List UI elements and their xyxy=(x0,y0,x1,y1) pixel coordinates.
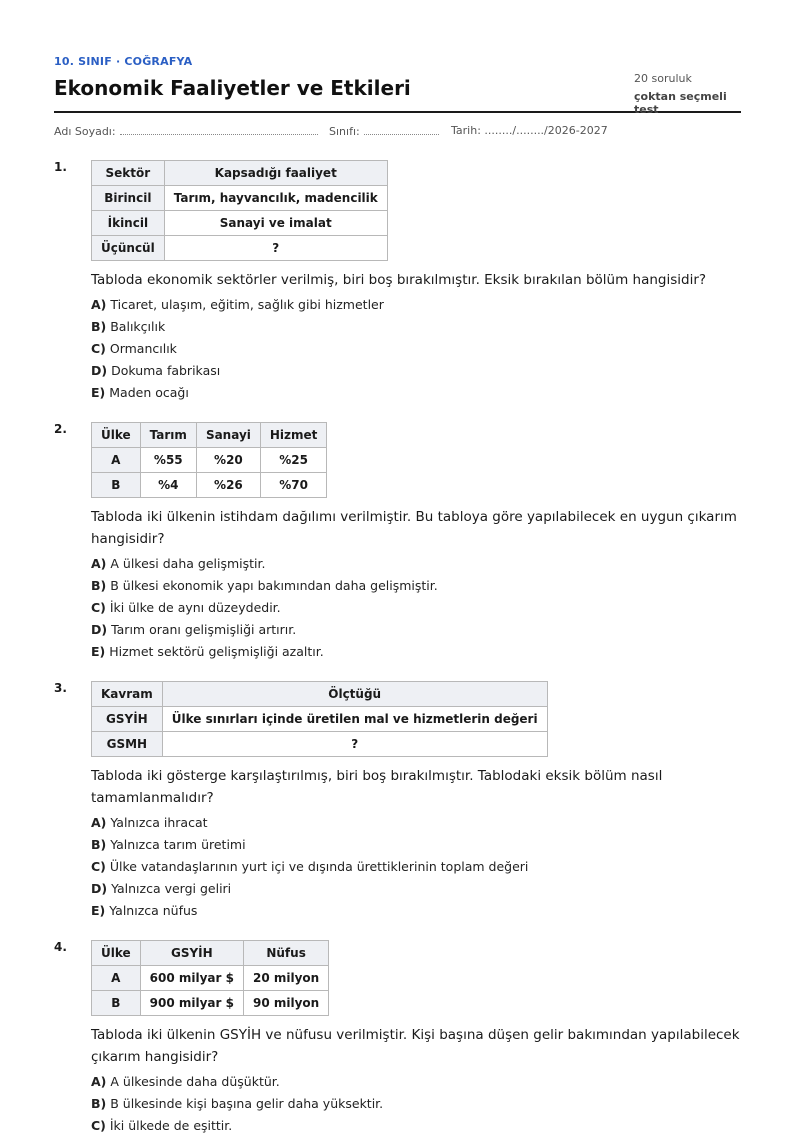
table-row xyxy=(92,186,388,211)
answer-option-c[interactable] xyxy=(91,1115,741,1137)
option-text: Yalnızca ihracat xyxy=(110,815,208,830)
option-text: Maden ocağı xyxy=(109,385,189,400)
option-text: B ülkesinde kişi başına gelir daha yüksektir. xyxy=(110,1096,384,1111)
table-cell: GSYİH xyxy=(92,707,163,732)
table-header-cell: Ülke xyxy=(92,941,141,966)
question-number: 4. xyxy=(54,940,67,954)
question-table xyxy=(91,160,388,261)
option-letter: E) xyxy=(91,644,106,659)
table-cell: A xyxy=(92,966,141,991)
table-header-cell: Kapsadığı faaliyet xyxy=(164,161,387,186)
table-row xyxy=(92,448,327,473)
option-text: Ormancılık xyxy=(109,341,177,356)
table-cell: 600 milyar $ xyxy=(140,966,243,991)
option-text: Dokuma fabrikası xyxy=(111,363,221,378)
option-letter: D) xyxy=(91,622,108,637)
table-cell: 900 milyar $ xyxy=(140,991,243,1016)
date-label: Tarih: xyxy=(451,124,481,137)
student-info-row xyxy=(54,124,741,140)
table-cell: B xyxy=(92,991,141,1016)
option-letter: C) xyxy=(91,1118,106,1133)
worksheet-page xyxy=(54,0,741,1133)
question-number: 3. xyxy=(54,681,67,695)
answer-option-d[interactable] xyxy=(91,619,741,641)
option-letter: D) xyxy=(91,363,108,378)
name-field[interactable] xyxy=(54,124,318,138)
answer-option-b[interactable] xyxy=(91,1093,741,1115)
subject-label: 10. SINIF · COĞRAFYA xyxy=(54,55,193,68)
answer-option-e[interactable] xyxy=(91,382,741,404)
option-letter: E) xyxy=(91,385,106,400)
table-cell: %55 xyxy=(140,448,196,473)
class-blank[interactable] xyxy=(364,124,439,135)
table-cell: Üçüncül xyxy=(92,236,165,261)
table-cell: %4 xyxy=(140,473,196,498)
option-text: A ülkesinde daha düşüktür. xyxy=(110,1074,280,1089)
table-cell: 20 milyon xyxy=(243,966,328,991)
question-number: 1. xyxy=(54,160,67,174)
table-cell: A xyxy=(92,448,141,473)
table-header-row xyxy=(92,682,548,707)
option-text: Ülke vatandaşlarının yurt içi ve dışında ürettiklerinin toplam değeri xyxy=(109,859,529,874)
question-stem: Tabloda iki gösterge karşılaştırılmış, biri boş bırakılmıştır. Tablodaki eksik bölüm nasıl tamamlanmalıdır? xyxy=(91,768,663,806)
option-text: Yalnızca nüfus xyxy=(109,903,198,918)
option-text: A ülkesi daha gelişmiştir. xyxy=(110,556,266,571)
table-cell: Ülke sınırları içinde üretilen mal ve hizmetlerin değeri xyxy=(162,707,547,732)
table-cell: %26 xyxy=(196,473,260,498)
answer-option-c[interactable] xyxy=(91,597,741,619)
answer-option-c[interactable] xyxy=(91,856,741,878)
option-text: İki ülke de aynı düzeydedir. xyxy=(109,600,281,615)
option-text: Tarım oranı gelişmişliği artırır. xyxy=(111,622,297,637)
table-header-row xyxy=(92,941,329,966)
option-text: Ticaret, ulaşım, eğitim, sağlık gibi hizmetler xyxy=(110,297,384,312)
option-letter: A) xyxy=(91,1074,107,1089)
table-cell: %25 xyxy=(260,448,327,473)
option-text: B ülkesi ekonomik yapı bakımından daha gelişmiştir. xyxy=(110,578,438,593)
option-letter: B) xyxy=(91,578,107,593)
test-type: çoktan seçmeli test xyxy=(634,90,727,116)
table-cell: B xyxy=(92,473,141,498)
question-number: 2. xyxy=(54,422,67,436)
table-row xyxy=(92,473,327,498)
table-header-cell: Ölçtüğü xyxy=(162,682,547,707)
question-table xyxy=(91,422,327,498)
option-letter: A) xyxy=(91,297,107,312)
table-cell: ? xyxy=(162,732,547,757)
class-field[interactable] xyxy=(329,124,439,138)
answer-option-e[interactable] xyxy=(91,900,741,922)
answer-option-d[interactable] xyxy=(91,360,741,382)
option-letter: C) xyxy=(91,341,106,356)
question-table xyxy=(91,681,548,757)
table-row xyxy=(92,732,548,757)
question-count: 20 soruluk xyxy=(634,72,692,85)
table-header-cell: Hizmet xyxy=(260,423,327,448)
table-cell: GSMH xyxy=(92,732,163,757)
table-row xyxy=(92,211,388,236)
answer-option-a[interactable] xyxy=(91,553,741,575)
table-cell: Sanayi ve imalat xyxy=(164,211,387,236)
answer-option-a[interactable] xyxy=(91,294,741,316)
option-letter: C) xyxy=(91,859,106,874)
table-header-cell: Sektör xyxy=(92,161,165,186)
answer-option-a[interactable] xyxy=(91,1071,741,1093)
table-header-row xyxy=(92,423,327,448)
option-text: Hizmet sektörü gelişmişliği azaltır. xyxy=(109,644,324,659)
question-stem: Tabloda ekonomik sektörler verilmiş, biri boş bırakılmıştır. Eksik bırakılan bölüm hangisidir? xyxy=(91,272,707,288)
class-label: Sınıfı: xyxy=(329,125,360,138)
option-text: Yalnızca vergi geliri xyxy=(111,881,232,896)
answer-option-a[interactable] xyxy=(91,812,741,834)
table-header-cell: Ülke xyxy=(92,423,141,448)
table-cell: Tarım, hayvancılık, madencilik xyxy=(164,186,387,211)
option-letter: B) xyxy=(91,319,107,334)
answer-option-b[interactable] xyxy=(91,316,741,338)
table-row xyxy=(92,707,548,732)
table-header-cell: GSYİH xyxy=(140,941,243,966)
table-cell: Birincil xyxy=(92,186,165,211)
option-text: Balıkçılık xyxy=(110,319,166,334)
answer-option-e[interactable] xyxy=(91,641,741,663)
page-title: Ekonomik Faaliyetler ve Etkileri xyxy=(54,76,411,100)
question-table xyxy=(91,940,329,1016)
table-header-cell: Kavram xyxy=(92,682,163,707)
answer-option-b[interactable] xyxy=(91,834,741,856)
question-stem: Tabloda iki ülkenin istihdam dağılımı verilmiştir. Bu tabloya göre yapılabilecek en uygun çıkarım hangisidir? xyxy=(91,509,737,547)
table-header-cell: Sanayi xyxy=(196,423,260,448)
table-cell: %20 xyxy=(196,448,260,473)
option-letter: E) xyxy=(91,903,106,918)
option-text: Yalnızca tarım üretimi xyxy=(110,837,246,852)
option-letter: B) xyxy=(91,1096,107,1111)
table-header-cell: Nüfus xyxy=(243,941,328,966)
option-letter: A) xyxy=(91,556,107,571)
answer-option-c[interactable] xyxy=(91,338,741,360)
table-row xyxy=(92,236,388,261)
table-cell: %70 xyxy=(260,473,327,498)
table-cell: İkincil xyxy=(92,211,165,236)
answer-option-d[interactable] xyxy=(91,878,741,900)
answer-option-b[interactable] xyxy=(91,575,741,597)
table-cell: ? xyxy=(164,236,387,261)
table-row xyxy=(92,966,329,991)
table-header-row xyxy=(92,161,388,186)
table-row xyxy=(92,991,329,1016)
question-stem: Tabloda iki ülkenin GSYİH ve nüfusu verilmiştir. Kişi başına düşen gelir bakımından yapılabilecek çıkarım hangisidir? xyxy=(91,1027,740,1065)
worksheet-header xyxy=(54,0,741,116)
date-value: ......../......../2026-2027 xyxy=(484,124,608,137)
option-letter: D) xyxy=(91,881,108,896)
option-letter: B) xyxy=(91,837,107,852)
name-label: Adı Soyadı: xyxy=(54,125,116,138)
table-cell: 90 milyon xyxy=(243,991,328,1016)
option-letter: A) xyxy=(91,815,107,830)
date-field xyxy=(451,124,608,137)
table-header-cell: Tarım xyxy=(140,423,196,448)
option-letter: C) xyxy=(91,600,106,615)
option-text: İki ülkede de eşittir. xyxy=(109,1118,233,1133)
name-blank[interactable] xyxy=(120,124,318,135)
